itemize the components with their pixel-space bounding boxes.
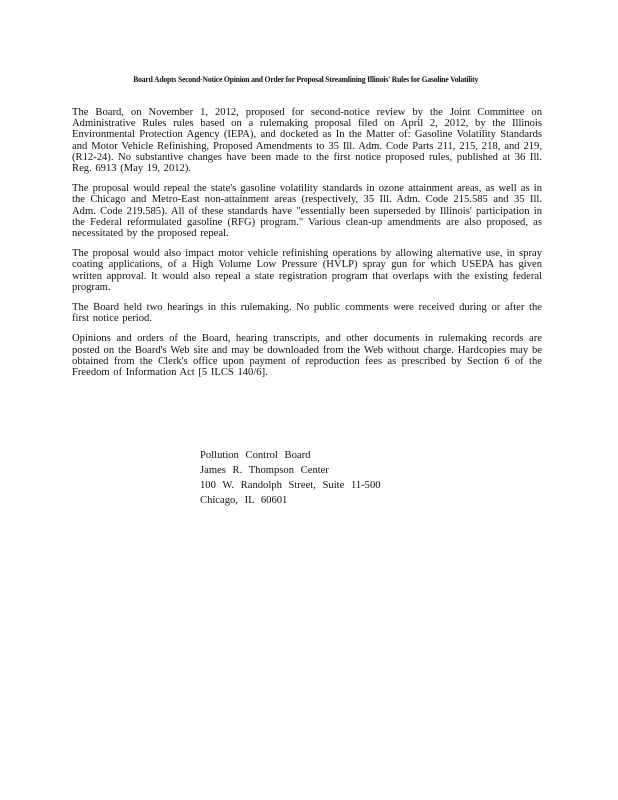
document-title: Board Adopts Second-Notice Opinion and Order for Proposal Streamlining Illinois' Rules for Gasoline Volatility	[133, 75, 479, 84]
address-line-city: Chicago, IL 60601	[200, 495, 288, 506]
address-line-organization: Pollution Control Board	[200, 450, 311, 461]
address-block	[200, 448, 381, 508]
address-line-street: 100 W. Randolph Street, Suite 11-500	[200, 480, 381, 491]
paragraph-proposal-summary: The Board, on November 1, 2012, proposed for second-notice review by the Joint Committee on Administrative Rules rules based on a rulemaking proposal filed on April 2, 2012, by the Illinois Environmental Protection Agency (IEPA), and docketed as In the Matter of: Gasoline Volatility Standards and Motor Vehicle Refinishing, Proposed Amendments to 35 Ill. Adm. Code Parts 211, 215, 218, and 219, (R12-24). No substantive changes have been made to the first notice proposed rules, published at 36 Ill. Reg. 6913 (May 19, 2012).	[72, 107, 542, 175]
paragraph-refinishing-impact: The proposal would also impact motor vehicle refinishing operations by allowing alternative use, in spray coating applications, of a High Volume Low Pressure (HVLP) spray gun for which USEPA has given written approval. It would also repeal a state registration program that overlaps with the existing federal program.	[72, 248, 542, 293]
document-body	[72, 107, 542, 387]
paragraph-hearings: The Board held two hearings in this rulemaking. No public comments were received during or after the first notice period.	[72, 302, 542, 325]
paragraph-availability: Opinions and orders of the Board, hearing transcripts, and other documents in rulemaking records are posted on the Board's Web site and may be downloaded from the Web without charge. Hardcopies may be obtained from the Clerk's office upon payment of reproduction fees as prescribed by Section 6 of the Freedom of Information Act [5 ILCS 140/6].	[72, 333, 542, 379]
paragraph-repeal-standards: The proposal would repeal the state's gasoline volatility standards in ozone attainment areas, as well as in the Chicago and Metro-East non-attainment areas (respectively, 35 Ill. Adm. Code 215.585 and 35 Ill. Adm. Code 219.585). All of these standards have "essentially been superseded by Illinois' participation in the Federal reformulated gasoline (RFG) program." Various clean-up amendments are also proposed, as necessitated by the proposed repeal.	[72, 183, 542, 240]
address-line-building: James R. Thompson Center	[200, 465, 329, 476]
